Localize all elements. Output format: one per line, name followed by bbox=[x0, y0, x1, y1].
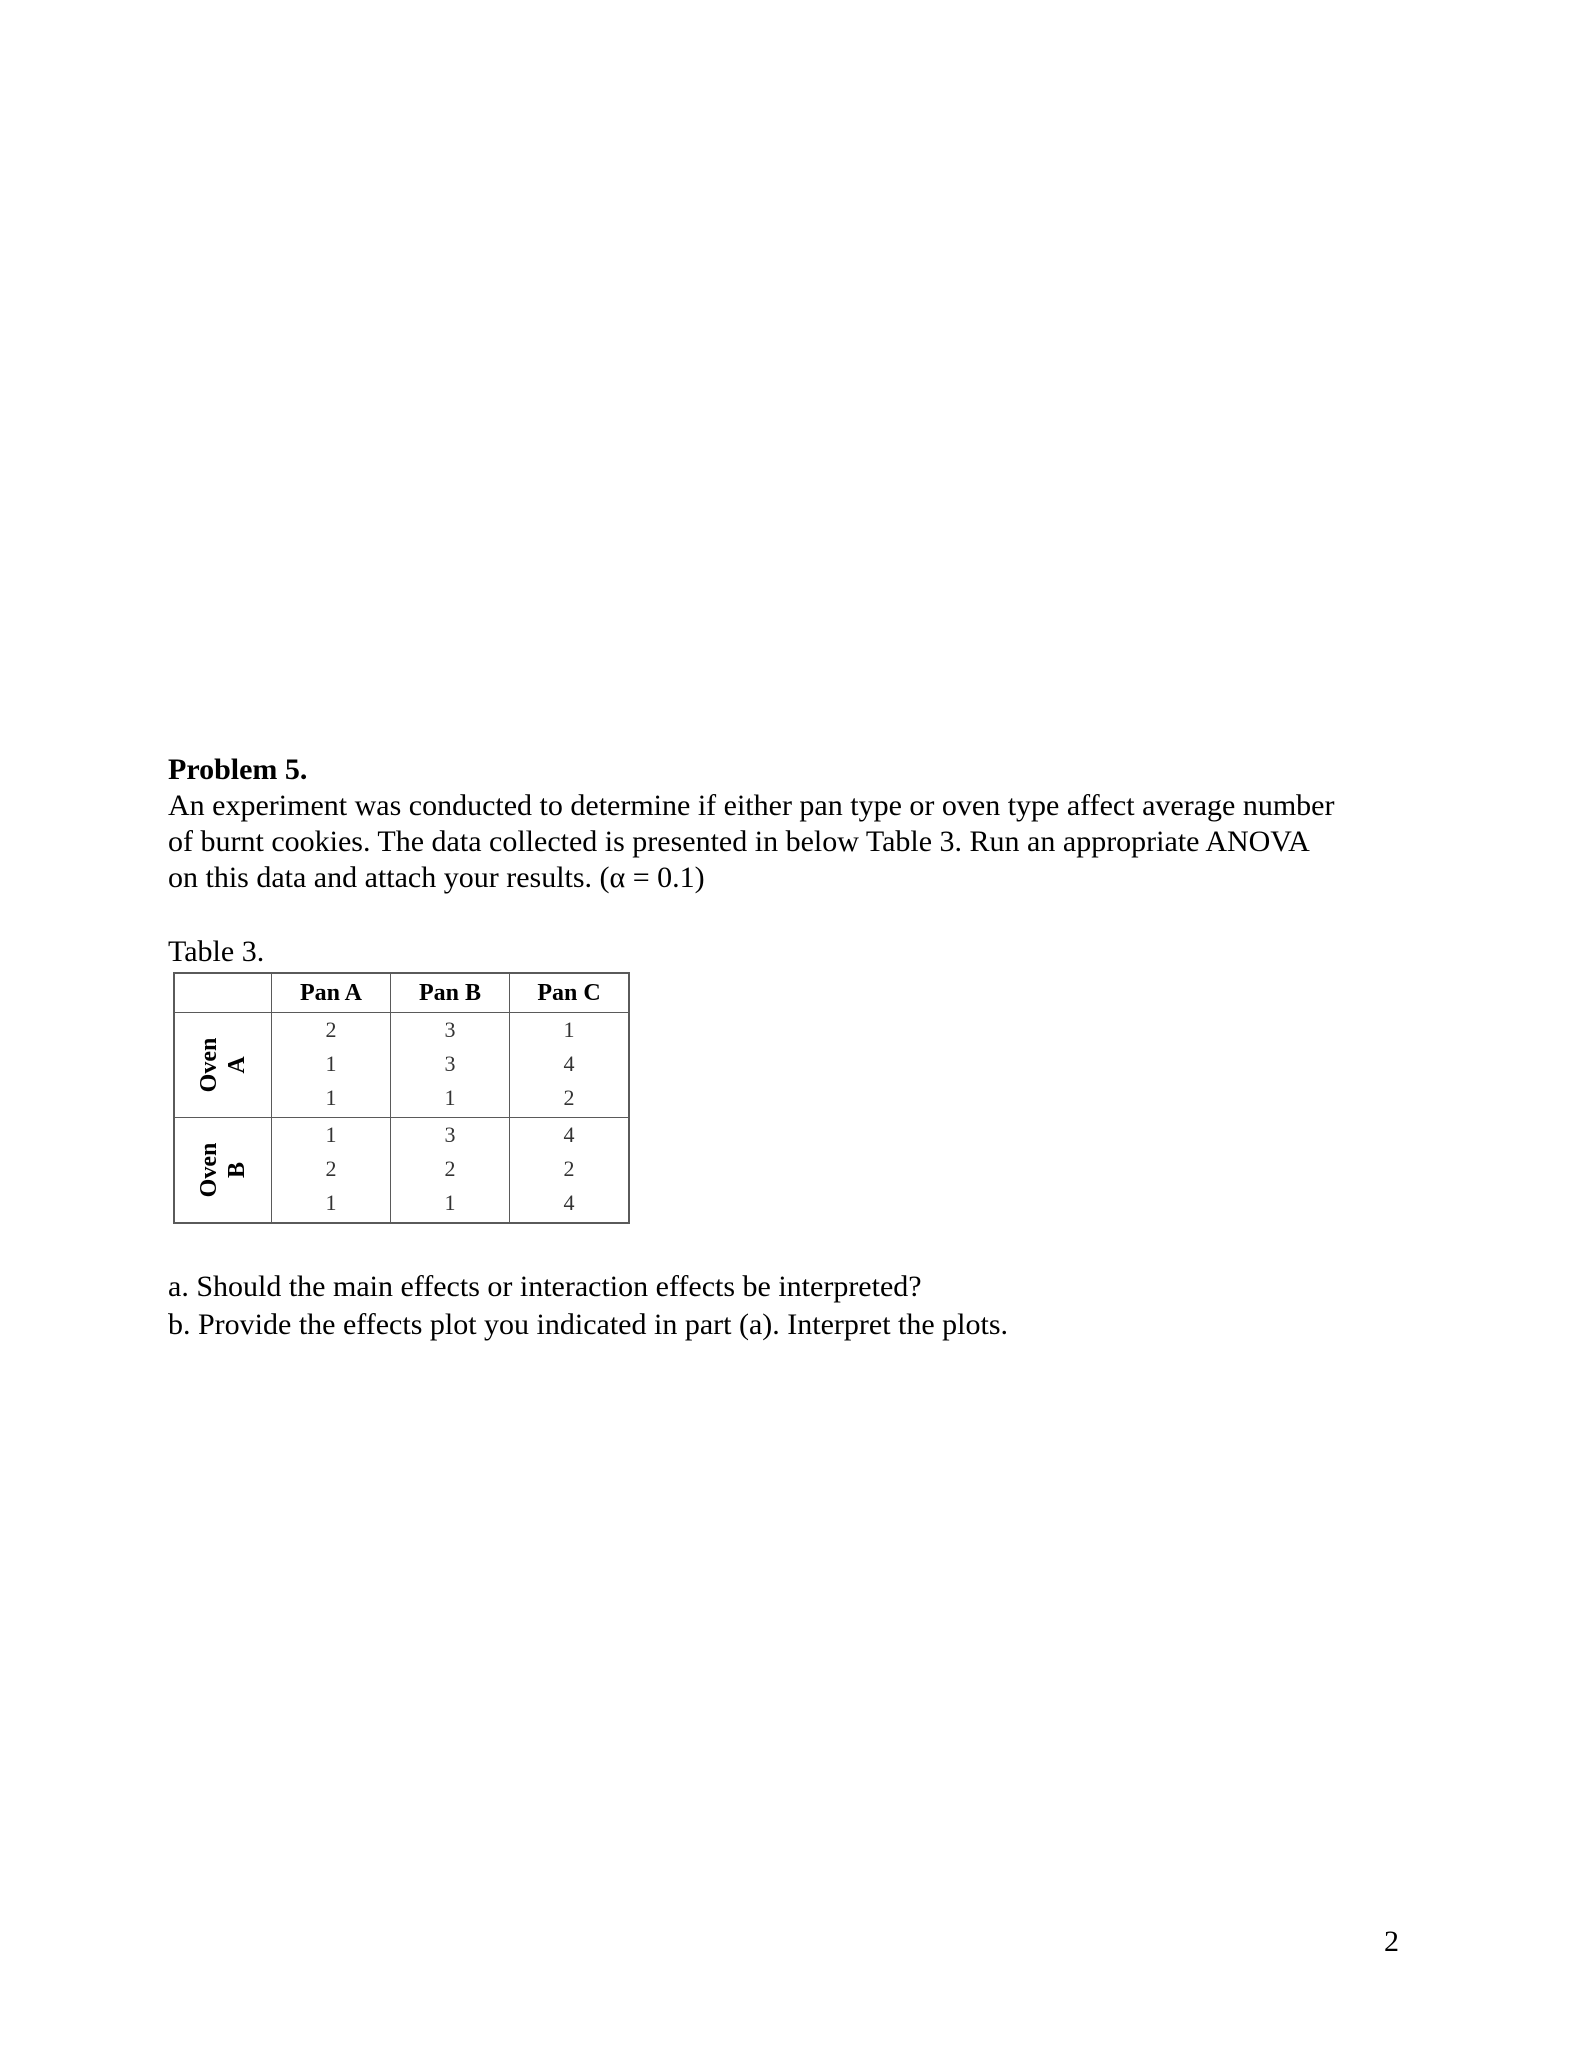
table-cell bbox=[272, 1013, 391, 1118]
cell-value: 3 bbox=[444, 1051, 456, 1076]
cell-value: 2 bbox=[563, 1156, 575, 1181]
row-label bbox=[195, 1143, 251, 1198]
problem-statement bbox=[168, 788, 1428, 896]
data-table bbox=[173, 972, 630, 1224]
table-row bbox=[174, 1118, 629, 1224]
column-header: Pan C bbox=[510, 973, 630, 1013]
question-item: b. Provide the effects plot you indicated in part (a). Interpret the plots. bbox=[168, 1308, 1009, 1341]
problem-title: Problem 5. bbox=[168, 753, 308, 786]
cell-value: 2 bbox=[325, 1156, 337, 1181]
cell-value: 2 bbox=[444, 1156, 456, 1181]
table-cell bbox=[391, 1118, 510, 1224]
row-header bbox=[174, 1013, 272, 1118]
table-cell bbox=[510, 1013, 630, 1118]
row-label-line: A bbox=[224, 1056, 250, 1074]
cell-value: 4 bbox=[563, 1122, 575, 1147]
problem-statement-line: of burnt cookies. The data collected is presented in below Table 3. Run an appropriate ANOVA bbox=[168, 825, 1310, 858]
page-number: 2 bbox=[1384, 1925, 1399, 1958]
row-label-line: Oven bbox=[196, 1037, 222, 1093]
cell-value: 4 bbox=[563, 1190, 575, 1215]
question-item: a. Should the main effects or interaction effects be interpreted? bbox=[168, 1270, 922, 1303]
problem-statement-line: on this data and attach your results. (α = 0.1) bbox=[168, 861, 705, 894]
row-label-line: Oven bbox=[196, 1142, 222, 1198]
cell-value: 3 bbox=[444, 1122, 456, 1147]
row-label bbox=[195, 1038, 251, 1093]
cell-value: 1 bbox=[325, 1190, 337, 1215]
table-cell bbox=[272, 1118, 391, 1224]
row-label-line: B bbox=[224, 1161, 250, 1179]
cell-value: 3 bbox=[444, 1017, 456, 1042]
cell-value: 2 bbox=[325, 1017, 337, 1042]
table-row bbox=[174, 1013, 629, 1118]
cell-value: 1 bbox=[325, 1122, 337, 1147]
row-header bbox=[174, 1118, 272, 1224]
problem-statement-line: An experiment was conducted to determine if either pan type or oven type affect average number bbox=[168, 789, 1335, 822]
cell-value: 4 bbox=[563, 1051, 575, 1076]
cell-value: 1 bbox=[563, 1017, 575, 1042]
table-cell bbox=[391, 1013, 510, 1118]
question-list bbox=[168, 1268, 1008, 1344]
column-header: Pan B bbox=[391, 973, 510, 1013]
cell-value: 2 bbox=[563, 1085, 575, 1110]
cell-value: 1 bbox=[444, 1085, 456, 1110]
table-caption: Table 3. bbox=[168, 935, 265, 968]
table-header-row bbox=[174, 973, 629, 1013]
table-cell bbox=[510, 1118, 630, 1224]
cell-value: 1 bbox=[325, 1085, 337, 1110]
cell-value: 1 bbox=[325, 1051, 337, 1076]
table-corner-cell bbox=[174, 973, 272, 1013]
cell-value: 1 bbox=[444, 1190, 456, 1215]
column-header: Pan A bbox=[272, 973, 391, 1013]
